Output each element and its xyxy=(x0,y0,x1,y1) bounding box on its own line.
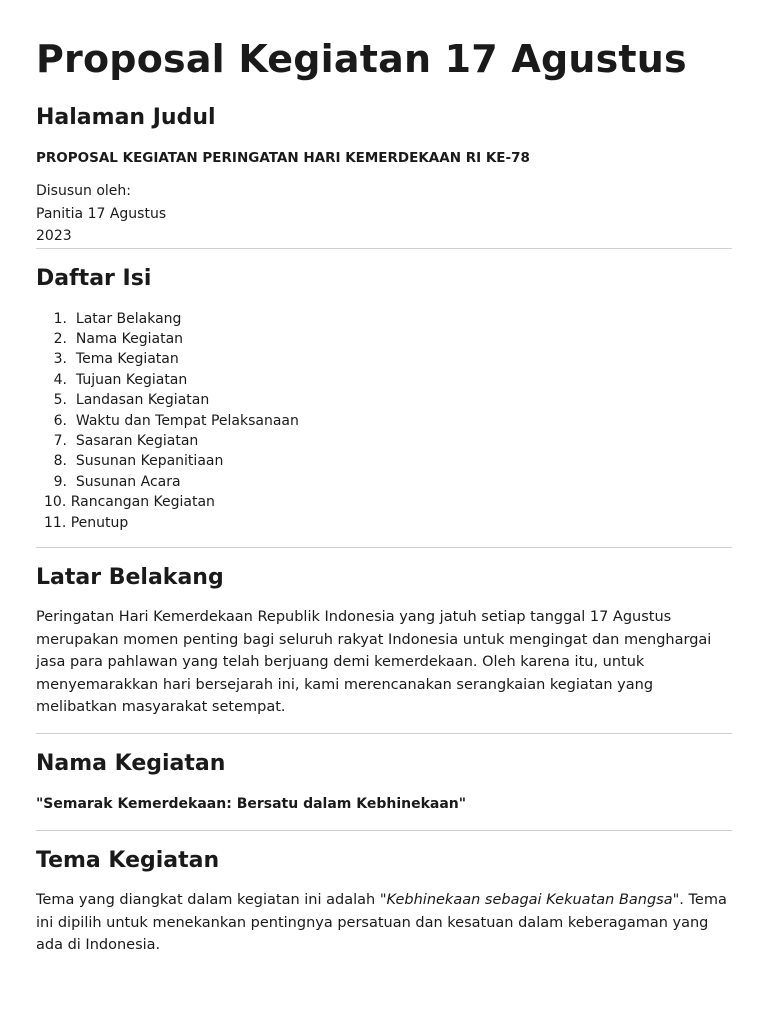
toc-item-label: Susunan Kepanitiaan xyxy=(75,453,224,470)
toc-item xyxy=(36,472,732,492)
section-halaman-judul xyxy=(36,104,732,248)
toc-item xyxy=(36,329,732,349)
toc-item xyxy=(36,309,732,329)
toc-item-label: Nama Kegiatan xyxy=(75,330,184,347)
section-latar-belakang xyxy=(36,564,732,719)
year: 2023 xyxy=(36,228,72,244)
toc-item-number: 9. xyxy=(53,473,67,490)
toc-item xyxy=(36,513,732,533)
section-heading-tema-kegiatan: Tema Kegiatan xyxy=(36,847,220,873)
toc-item-number: 7. xyxy=(53,432,67,449)
section-heading-latar-belakang: Latar Belakang xyxy=(36,564,224,590)
toc-item-number: 1. xyxy=(53,310,67,327)
toc-item-label: Landasan Kegiatan xyxy=(75,392,210,409)
section-divider xyxy=(36,547,732,548)
section-daftar-isi xyxy=(36,265,732,533)
section-heading-halaman-judul: Halaman Judul xyxy=(36,105,216,130)
toc-item-label: Latar Belakang xyxy=(75,310,182,327)
toc-item-number: 3. xyxy=(53,351,67,368)
toc-item-number: 10. xyxy=(44,494,67,511)
tema-text-after: . Tema ini dipilih untuk menekankan pentingnya persatuan dan kesatuan dalam keberagaman yang ada di Indonesia. xyxy=(36,891,727,954)
disusun-label: Disusun oleh: xyxy=(36,183,131,199)
document-title: Proposal Kegiatan 17 Agustus xyxy=(36,37,687,81)
section-nama-kegiatan xyxy=(36,750,732,814)
table-of-contents xyxy=(36,309,732,533)
toc-item-number: 8. xyxy=(53,453,67,470)
proposal-title: PROPOSAL KEGIATAN PERINGATAN HARI KEMERDEKAAN RI KE-78 xyxy=(36,150,530,166)
section-heading-nama-kegiatan: Nama Kegiatan xyxy=(36,750,226,776)
toc-item-number: 11. xyxy=(44,514,67,531)
toc-item-number: 4. xyxy=(53,371,67,388)
toc-item-number: 2. xyxy=(53,330,67,347)
section-tema-kegiatan xyxy=(36,847,732,957)
section-heading-daftar-isi: Daftar Isi xyxy=(36,265,152,291)
nama-kegiatan-text: "Semarak Kemerdekaan: Bersatu dalam Kebhinekaan" xyxy=(36,795,467,812)
toc-item xyxy=(36,431,732,451)
section-divider xyxy=(36,830,732,831)
toc-item-number: 5. xyxy=(53,392,67,409)
toc-item-label: Tema Kegiatan xyxy=(75,351,179,368)
toc-item xyxy=(36,451,732,471)
section-divider xyxy=(36,248,732,249)
byline xyxy=(36,180,732,248)
toc-item-label: Waktu dan Tempat Pelaksanaan xyxy=(75,412,299,429)
toc-item-label: Susunan Acara xyxy=(75,473,181,490)
toc-item-label: Sasaran Kegiatan xyxy=(75,432,199,449)
toc-item xyxy=(36,390,732,410)
latar-belakang-paragraph: Peringatan Hari Kemerdekaan Republik Indonesia yang jatuh setiap tanggal 17 Agustus merupakan momen penting bagi seluruh rakyat Indonesia untuk mengingat dan menghargai jasa para pahlawan yang telah berjuang demi kemerdekaan. Oleh karena itu, untuk menyemarakkan hari bersejarah ini, kami merencanakan serangkaian kegiatan yang melibatkan masyarakat setempat. xyxy=(36,608,712,716)
toc-item-number: 6. xyxy=(53,412,67,429)
toc-item xyxy=(36,492,732,512)
toc-item-label: Penutup xyxy=(70,514,129,531)
toc-item-label: Rancangan Kegiatan xyxy=(70,494,215,511)
toc-item xyxy=(36,349,732,369)
toc-item-label: Tujuan Kegiatan xyxy=(75,371,188,388)
panitia-name: Panitia 17 Agustus xyxy=(36,205,167,222)
section-divider xyxy=(36,733,732,734)
tema-theme: "Kebhinekaan sebagai Kekuatan Bangsa" xyxy=(379,891,680,908)
toc-item xyxy=(36,370,732,390)
toc-item xyxy=(36,411,732,431)
tema-kegiatan-paragraph xyxy=(36,889,732,957)
tema-text-before: Tema yang diangkat dalam kegiatan ini adalah xyxy=(36,891,380,908)
